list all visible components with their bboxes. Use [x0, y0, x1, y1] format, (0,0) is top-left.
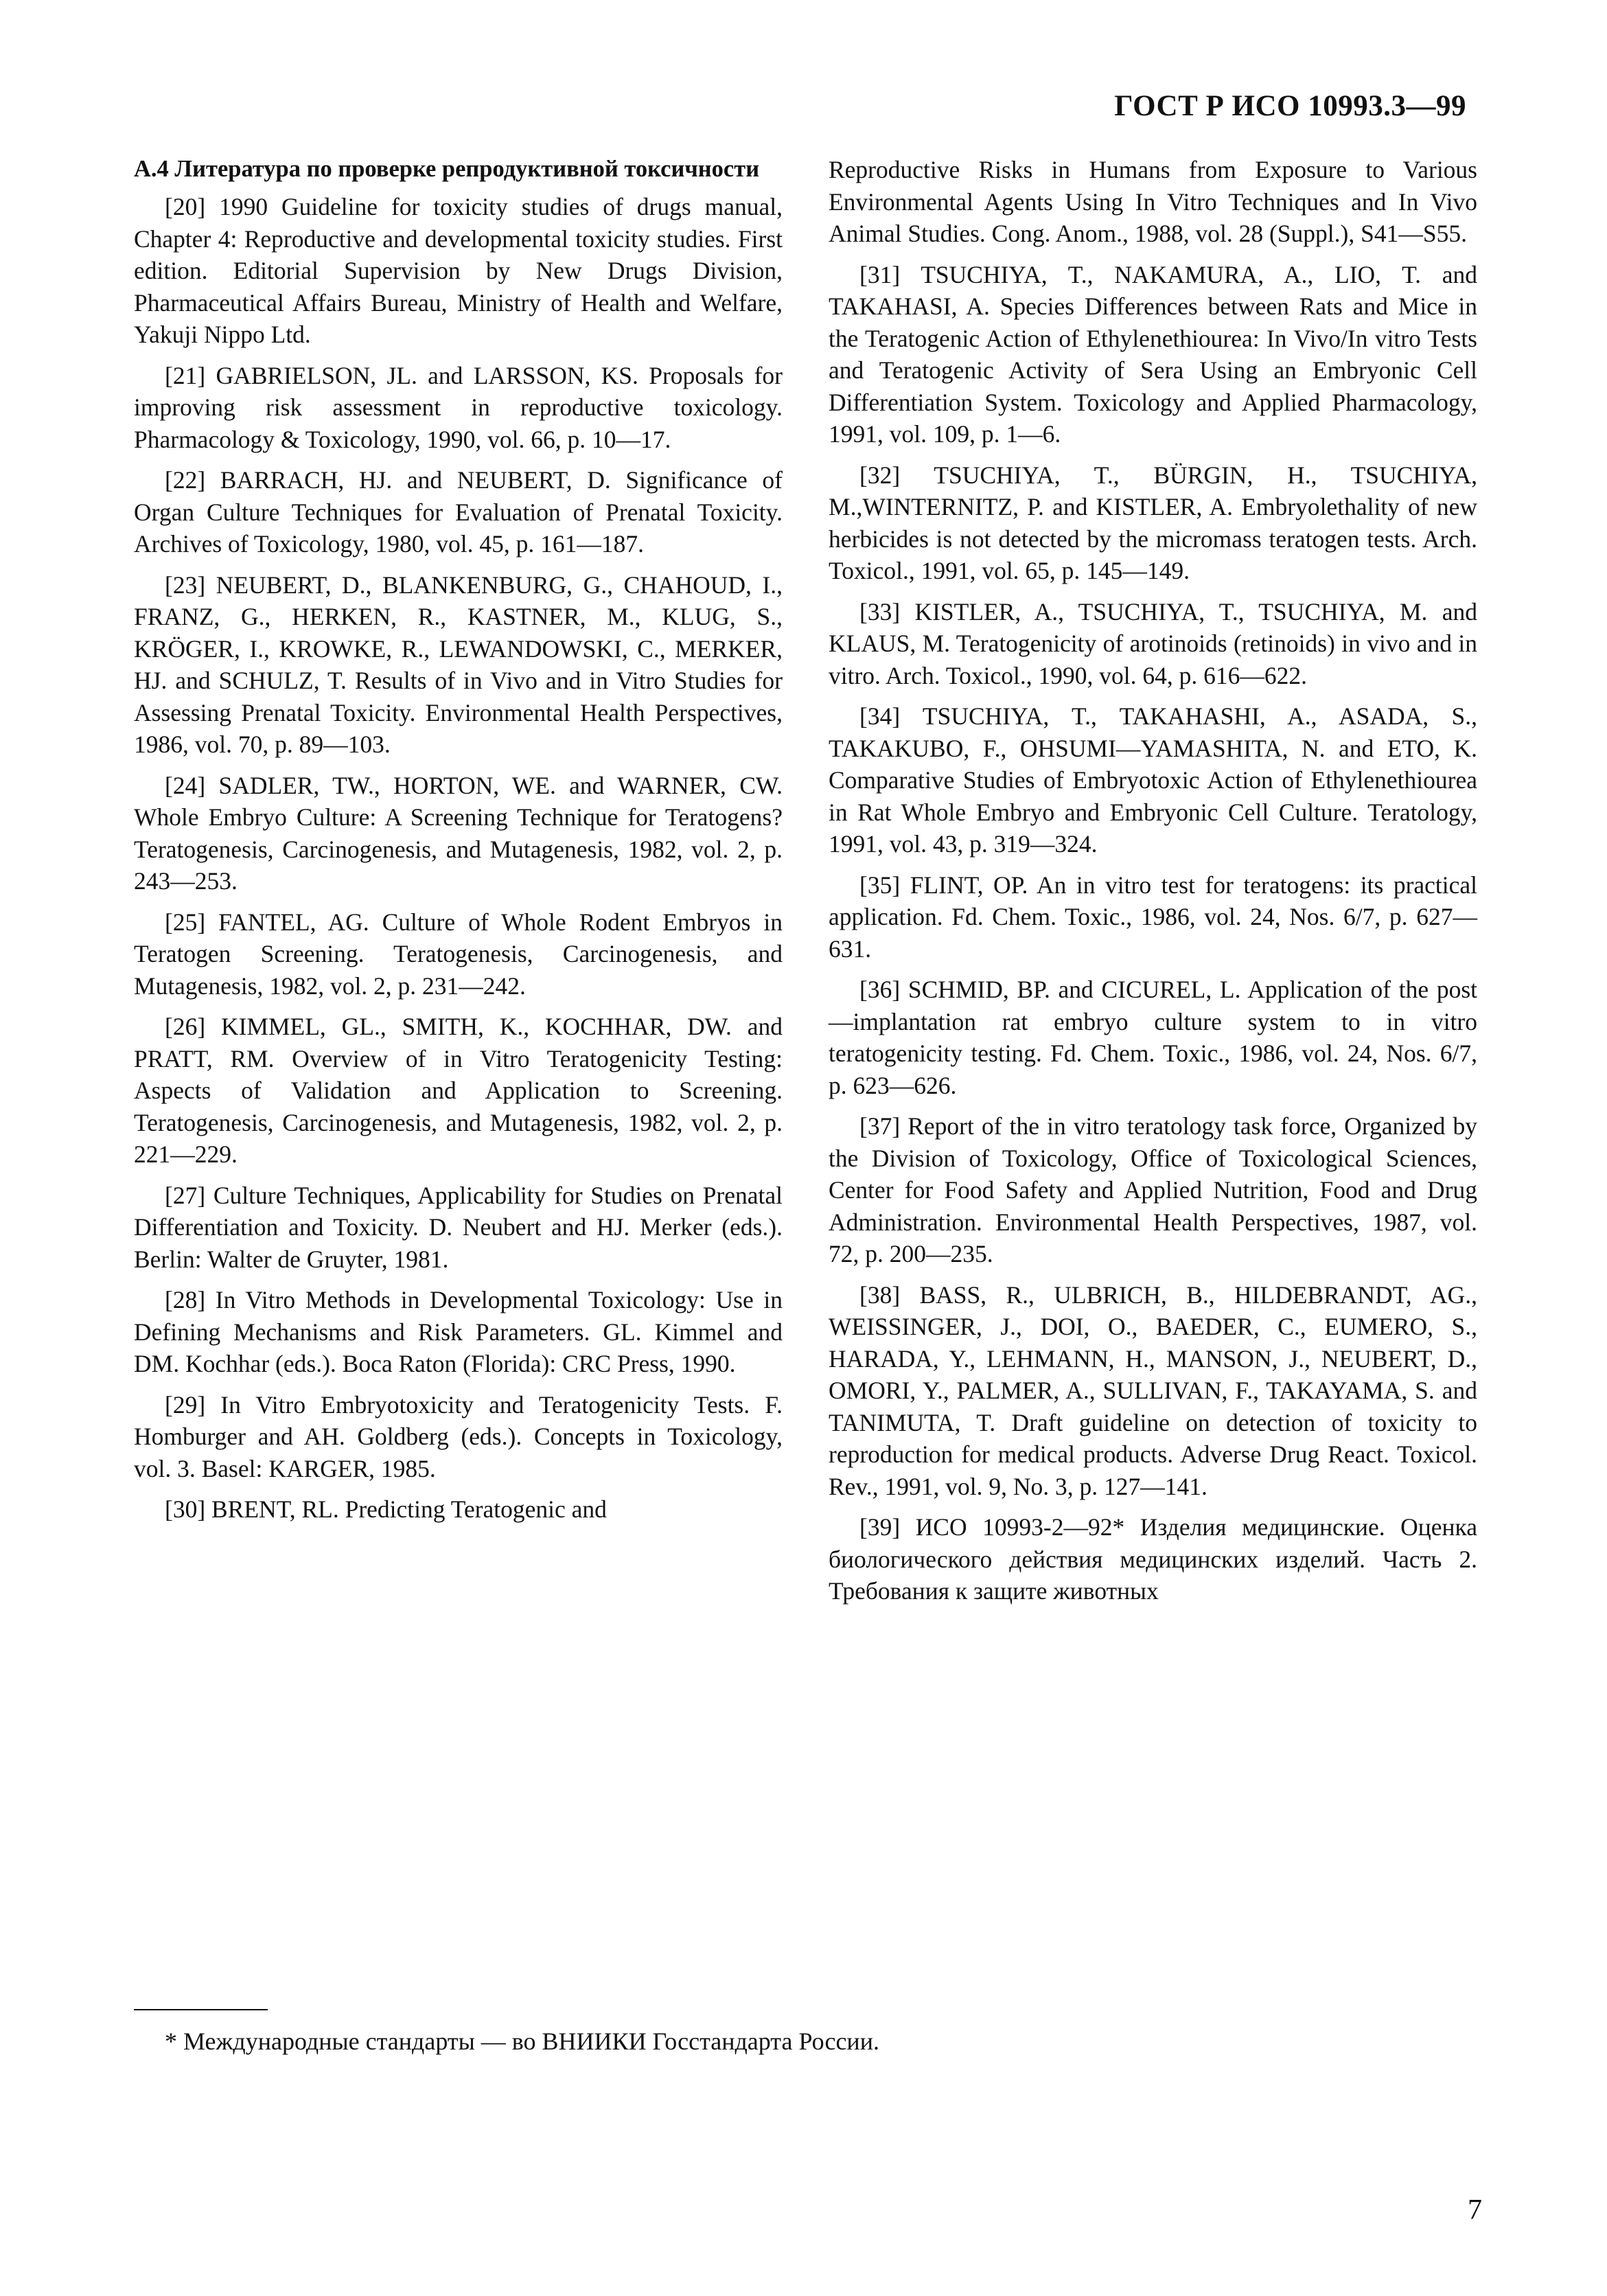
reference-item: [30] BRENT, RL. Predicting Teratogenic and: [165, 1495, 607, 1523]
reference-item: [35] FLINT, OP. An in vitro test for teratogens: its practical application. Fd. Chem. Toxic., 1986, vol. 24, Nos. 6/7, p. 627—631.: [829, 871, 1477, 963]
left-column: [134, 154, 783, 1535]
reference-item: [22] BARRACH, HJ. and NEUBERT, D. Significance of Organ Culture Techniques for Evaluation of Prenatal Toxicity. Archives of Toxicology, 1980, vol. 45, p. 161—187.: [134, 466, 783, 558]
footnote-divider: [134, 2009, 268, 2010]
reference-item: [39] ИСО 10993-2—92* Изделия медицинские. Оценка биологического действия медицинских изделий. Часть 2. Требования к защите животных: [829, 1513, 1477, 1605]
page-number: 7: [1468, 2194, 1482, 2226]
standard-header: ГОСТ Р ИСО 10993.3—99: [1114, 90, 1466, 122]
reference-item: [29] In Vitro Embryotoxicity and Teratogenicity Tests. F. Homburger and AH. Goldberg (eds.). Concepts in Toxicology, vol. 3. Basel: KARGER, 1985.: [134, 1390, 783, 1482]
reference-item: [32] TSUCHIYA, T., BÜRGIN, H., TSUCHIYA, M.,WINTERNITZ, P. and KISTLER, A. Embryolethality of new herbicides is not detected by the micromass teratogen tests. Arch. Toxicol., 1991, vol. 65, p. 145—149.: [829, 461, 1477, 584]
reference-item: [34] TSUCHIYA, T., TAKAHASHI, A., ASADA, S., TAKAKUBO, F., OHSUMI—YAMASHITA, N. and ETO, K. Comparative Studies of Embryotoxic Action of Ethylenethiourea in Rat Whole Embryo and Embryonic Cell Culture. Teratology, 1991, vol. 43, p. 319—324.: [829, 702, 1477, 858]
reference-item: [21] GABRIELSON, JL. and LARSSON, KS. Proposals for improving risk assessment in reproductive toxicology. Pharmacology & Toxicology, 1990, vol. 66, p. 10—17.: [134, 361, 783, 453]
reference-continuation: Reproductive Risks in Humans from Exposure to Various Environmental Agents Using In Vitro Techniques and In Vivo Animal Studies. Cong. Anom., 1988, vol. 28 (Suppl.), S41—S55.: [829, 156, 1477, 247]
reference-item: [27] Culture Techniques, Applicability for Studies on Prenatal Differentiation and Toxicity. D. Neubert and HJ. Merker (eds.). Berlin: Walter de Gruyter, 1981.: [134, 1181, 783, 1273]
reference-item: [33] KISTLER, A., TSUCHIYA, T., TSUCHIYA, M. and KLAUS, M. Teratogenicity of arotinoids (retinoids) in vivo and in vitro. Arch. Toxicol., 1990, vol. 64, p. 616—622.: [829, 597, 1477, 689]
reference-item: [20] 1990 Guideline for toxicity studies of drugs manual, Chapter 4: Reproductive and developmental toxicity studies. First edition. Editorial Supervision by New Drugs Division, Pharmaceutical Affairs Bureau, Ministry of Health and Welfare, Yakuji Nippo Ltd.: [134, 193, 783, 348]
reference-item: [36] SCHMID, BP. and CICUREL, L. Application of the post—implantation rat embryo culture system to in vitro teratogenicity testing. Fd. Chem. Toxic., 1986, vol. 24, Nos. 6/7, p. 623—626.: [829, 976, 1477, 1099]
reference-item: [24] SADLER, TW., HORTON, WE. and WARNER, CW. Whole Embryo Culture: A Screening Technique for Teratogens? Teratogenesis, Carcinogenesis, and Mutagenesis, 1982, vol. 2, p. 243—253.: [134, 771, 783, 895]
footnote: * Международные стандарты — во ВНИИКИ Госстандарта России.: [165, 2028, 879, 2055]
reference-item: [37] Report of the in vitro teratology task force, Organized by the Division of Toxicology, Office of Toxicological Sciences, Center for Food Safety and Applied Nutrition, Food and Drug Administration. Environmental Health Perspectives, 1987, vol. 72, p. 200—235.: [829, 1112, 1477, 1267]
right-column: [829, 154, 1477, 1616]
reference-item: [23] NEUBERT, D., BLANKENBURG, G., CHAHOUD, I., FRANZ, G., HERKEN, R., KASTNER, M., KLUG, S., KRÖGER, I., KROWKE, R., LEWANDOWSKI, C., MERKER, HJ. and SCHULZ, T. Results of in Vivo and in Vitro Studies for Assessing Prenatal Toxicity. Environmental Health Perspectives, 1986, vol. 70, p. 89—103.: [134, 571, 783, 758]
reference-item: [28] In Vitro Methods in Developmental Toxicology: Use in Defining Mechanisms and Risk Parameters. GL. Kimmel and DM. Kochhar (eds.). Boca Raton (Florida): CRC Press, 1990.: [134, 1286, 783, 1377]
reference-item: [31] TSUCHIYA, T., NAKAMURA, A., LIO, T. and TAKAHASI, A. Species Differences between Rats and Mice in the Teratogenic Action of Ethylenethiourea: In Vivo/In vitro Tests and Teratogenic Activity of Sera Using an Embryonic Cell Differentiation System. Toxicology and Applied Pharmacology, 1991, vol. 109, p. 1—6.: [829, 260, 1477, 448]
section-title: А.4 Литература по проверке репродуктивной токсичности: [134, 156, 760, 182]
reference-item: [38] BASS, R., ULBRICH, B., HILDEBRANDT, AG., WEISSINGER, J., DOI, O., BAEDER, C., EUMERO, S., HARADA, Y., LEHMANN, H., MANSON, J., NEUBERT, D., OMORI, Y., PALMER, A., SULLIVAN, F., TAKAYAMA, S. and TANIMUTA, T. Draft guideline on detection of toxicity to reproduction for medical products. Adverse Drug React. Toxicol. Rev., 1991, vol. 9, No. 3, p. 127—141.: [829, 1281, 1477, 1500]
reference-item: [26] KIMMEL, GL., SMITH, K., KOCHHAR, DW. and PRATT, RM. Overview of in Vitro Teratogenicity Testing: Aspects of Validation and Application to Screening. Teratogenesis, Carcinogenesis, and Mutagenesis, 1982, vol. 2, p. 221—229.: [134, 1013, 783, 1168]
reference-item: [25] FANTEL, AG. Culture of Whole Rodent Embryos in Teratogen Screening. Teratogenesis, Carcinogenesis, and Mutagenesis, 1982, vol. 2, p. 231—242.: [134, 908, 783, 1000]
